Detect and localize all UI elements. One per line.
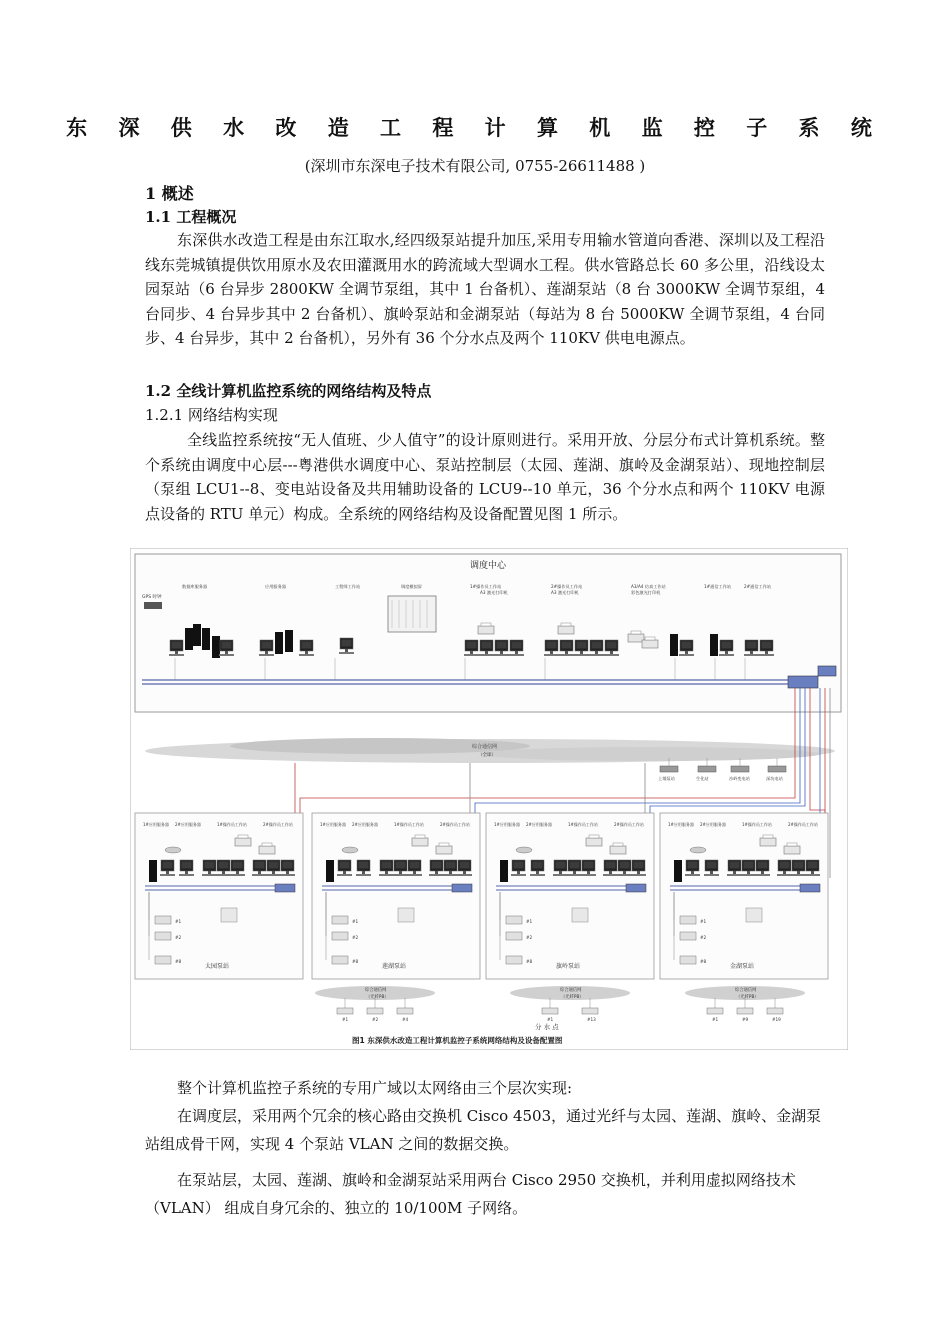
layers-text: 整个计算机监控子系统的专用广域以太网络由三个层次实现: [177,1079,573,1097]
lcu-label: #1 [352,919,359,924]
rtu-unit-icon [542,1008,558,1014]
pump-station-header: 1#应用服务器 [143,822,169,827]
lcu-unit-icon [155,932,171,940]
station-layer-text: 在泵站层，太园、莲湖、旗岭和金湖泵站采用两台 Cisco 2950 交换机，并利用虚拟网络技术（VLAN） 组成自身冗余的、独立的 10/100M 子网络。 [145,1171,796,1217]
lcu-unit-icon [506,916,522,924]
pump-station-header: 1#操作员工作站 [568,822,598,827]
pump-station-header: 1#应用服务器 [668,822,694,827]
rtu-unit-icon [582,1008,598,1014]
distribution-point-label: #9 [742,1017,749,1022]
network-diagram-figure [130,548,848,1050]
lcu-label: #8 [175,959,182,964]
center-station-label: A3/A4 仿真工作站 [631,584,666,589]
lcu-label: #2 [526,935,533,940]
lcu-label: #1 [175,919,182,924]
center-station-label: 2#操作员工作站 [551,584,583,589]
rtu-unit-icon [337,1008,353,1014]
server-tower-icon [674,860,682,882]
local-network-sublabel: （光纤PB） [736,995,759,1000]
dispatch-center-title: 调度中心 [470,561,507,571]
section-heading-1-2-1: 1.2.1 网络结构实现 [145,406,278,424]
section-heading-1-2: 1.2 全线计算机监控系统的网络结构及特点 [145,382,432,400]
pump-station-header: 2#操作员工作站 [788,822,818,827]
pump-station-name: 旗岭泵站 [556,963,581,970]
pump-station-header: 2#应用服务器 [526,822,552,827]
wan-label: 综合通信网 [472,744,498,750]
local-network-sublabel: （光纤PB） [561,995,584,1000]
lcu-unit-icon [332,932,348,940]
core-switch-icon [788,676,818,688]
lcu-label: #1 [700,919,707,924]
pump-station-header: 2#操作员工作站 [440,822,470,827]
lcu-unit-icon [506,932,522,940]
pump-station-header: 2#应用服务器 [175,822,201,827]
server-tower-icon [670,634,678,656]
center-station-label: 工程师工作站 [335,584,361,589]
pump-station-header: 2#应用服务器 [700,822,726,827]
center-station-label: 调度模拟屏 [401,584,422,589]
paragraph-layers [145,1074,825,1102]
server-tower-icon [185,628,193,650]
lcu-label: #8 [700,959,707,964]
pump-station-header: 2#应用服务器 [352,822,378,827]
server-tower-icon [193,624,201,646]
station-switch-icon [626,884,646,892]
gps-clock-icon [144,602,162,609]
server-tower-icon [202,628,210,650]
distribution-point-label: #2 [372,1017,379,1022]
center-station-label: 1#操作员工作站 [470,584,502,589]
lcu-label: #2 [352,935,359,940]
lcu-unit-icon [680,916,696,924]
server-tower-icon [212,636,220,658]
document-subtitle: (深圳市东深电子技术有限公司, 0755-26611488 ) [304,157,646,175]
distribution-point-label: #13 [587,1017,596,1022]
gps-label: GPS 时钟 [142,595,162,600]
center-printer-label: 彩色激光打印机 [631,590,661,595]
pump-station-name: 太园泵站 [205,963,230,970]
server-tower-icon [710,634,718,656]
server-tower-icon [500,860,508,882]
station-switch-icon [275,884,295,892]
lcu-label: #2 [175,935,182,940]
section-heading-1: 1 概述 [145,184,194,203]
distribution-point-label: #19 [772,1017,781,1022]
substation-label: 上埔泵站 [658,776,675,781]
lcu-unit-icon [332,956,348,964]
distribution-point-label: #1 [342,1017,349,1022]
rtu-unit-icon [767,1008,783,1014]
center-printer-label: A3 激光打印机 [480,590,508,595]
pump-station-box [135,813,303,979]
rtu-unit-icon [737,1008,753,1014]
station-switch-icon [800,884,820,892]
paragraph-overview [145,228,825,351]
server-tower-icon [149,860,157,882]
lcu-label: #2 [700,935,707,940]
figure-caption: 图1 东深供水改造工程计算机监控子系统网络结构及设备配置图 [352,1036,563,1045]
substation-label: 沙岭变电站 [729,776,750,781]
pump-station-box [660,813,828,979]
pump-station-header: 1#应用服务器 [320,822,346,827]
lcu-unit-icon [506,956,522,964]
wan-sublabel: （全球） [478,753,496,758]
center-station-label: 应用服务器 [265,584,286,589]
pump-station-box [486,813,654,979]
center-station-label: 数据库服务器 [182,584,208,589]
document-title: 东 深 供 水 改 造 工 程 计 算 机 监 控 子 系 统 [66,115,884,140]
pump-station-box [312,813,480,979]
local-network-sublabel: （光纤PB） [366,995,389,1000]
section-heading-1-1: 1.1 工程概况 [145,208,237,226]
pump-station-header: 1#操作员工作站 [742,822,772,827]
pump-station-header: 1#操作员工作站 [217,822,247,827]
lcu-label: #1 [526,919,533,924]
overview-text: 东深供水改造工程是由东江取水,经四级泵站提升加压,采用专用输水管道向香港、深圳以及工程沿线东莞城镇提供饮用原水及农田灌溉用水的跨流域大型调水工程。供水管路总长 60 多公里，沿线设太园泵站（6 台异步 2800KW 全调节泵组，其中 1 台备机）、莲湖泵站（8 台 3000KW 全调节泵组，4 台同步、4 台异步其中 2 台备机）、旗岭泵站和金湖泵站（每站为 8 台 5000KW 全调节泵组，4 台同步、4 台异步，其中 2 台备机），另外有 36 个分水点及两个 110KV 供电电源点。 [145,231,825,347]
pump-station-header: 2#操作员工作站 [614,822,644,827]
distribution-point-label: #4 [402,1017,409,1022]
paragraph-network [145,428,825,526]
pump-station-header: 1#操作员工作站 [394,822,424,827]
substation-label: 生化站 [696,776,709,781]
pump-station-name: 莲湖泵站 [382,963,407,970]
dispatch-simulation-screen [388,596,436,632]
distribution-points-label: 分 水 点 [535,1023,559,1031]
rtu-unit-icon [707,1008,723,1014]
substation-label: 深坑电站 [766,776,783,781]
station-switch-icon [452,884,472,892]
network-text: 全线监控系统按“无人值班、少人值守”的设计原则进行。采用开放、分层分布式计算机系统。整个系统由调度中心层---粤港供水调度中心、泵站控制层（太园、莲湖、旗岭及金湖泵站）、现地控制层（泵组 LCU1--8、变电站设备及共用辅助设备的 LCU9--10 单元，36 个分水点和两个 110KV 电源点设备的 RTU 单元）构成。全系统的网络结构及设备配置见图 1 所示。 [145,431,825,523]
lcu-unit-icon [680,932,696,940]
dispatch-layer-text: 在调度层，采用两个冗余的核心路由交换机 Cisco 4503，通过光纤与太园、莲湖、旗岭、金湖泵站组成骨干网，实现 4 个泵站 VLAN 之间的数据交换。 [145,1107,822,1153]
rtu-unit-icon [367,1008,383,1014]
lcu-unit-icon [155,916,171,924]
router-icon [818,666,836,676]
distribution-point-label: #1 [712,1017,719,1022]
lcu-unit-icon [680,956,696,964]
lcu-label: #8 [526,959,533,964]
lcu-unit-icon [155,956,171,964]
paragraph-dispatch-layer [145,1102,825,1158]
server-tower-icon [285,630,293,652]
server-tower-icon [326,860,334,882]
local-network-label: 综合通信网 [365,988,387,993]
center-station-label: 1#通信工作站 [704,584,732,589]
pump-station-header: 2#操作员工作站 [263,822,293,827]
lcu-unit-icon [332,916,348,924]
lcu-label: #8 [352,959,359,964]
pump-station-header: 1#应用服务器 [494,822,520,827]
distribution-point-label: #1 [547,1017,554,1022]
center-station-label: 2#通信工作站 [744,584,772,589]
rtu-unit-icon [397,1008,413,1014]
local-network-label: 综合通信网 [560,988,582,993]
pump-station-name: 金湖泵站 [730,963,755,970]
paragraph-station-layer [145,1166,825,1222]
center-printer-label: A3 激光打印机 [551,590,579,595]
network-diagram [130,548,848,1050]
server-tower-icon [275,632,283,654]
local-network-label: 综合通信网 [735,988,757,993]
